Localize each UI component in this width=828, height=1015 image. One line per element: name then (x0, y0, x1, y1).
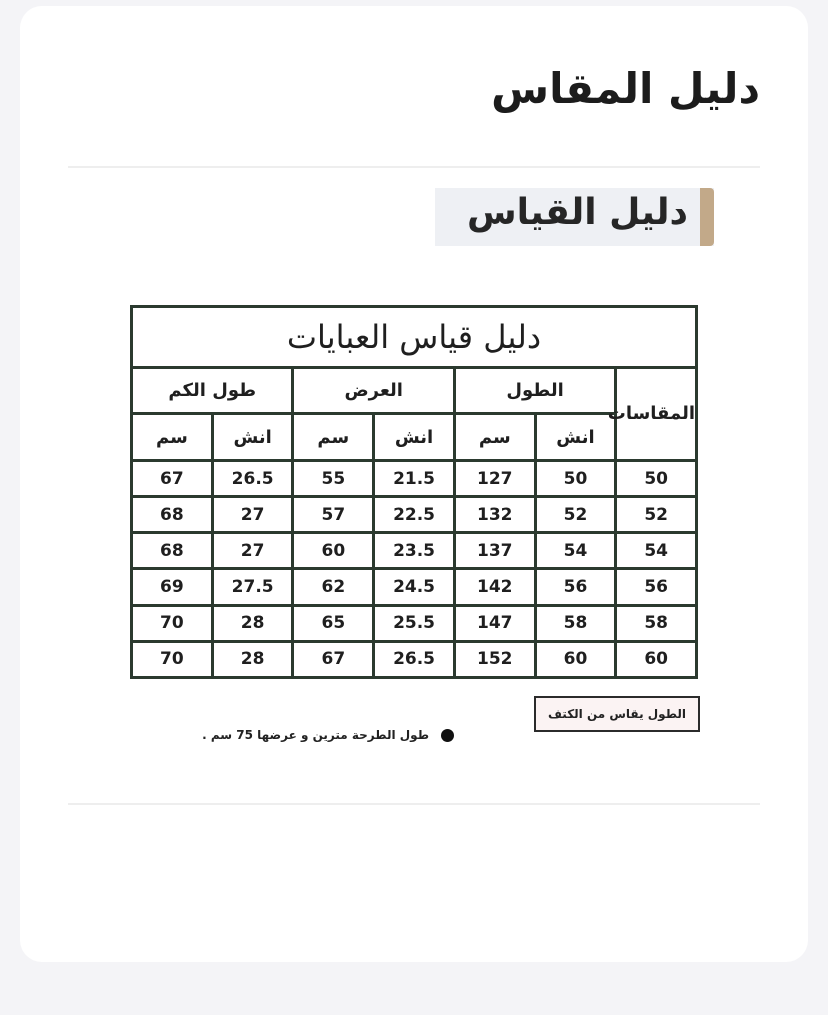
group-header-length: الطول (454, 367, 615, 414)
top-divider (68, 166, 760, 168)
size-cell: 58 (616, 605, 697, 641)
table-row (132, 569, 697, 605)
table-cell: 137 (454, 533, 535, 569)
table-cell: 55 (293, 460, 374, 496)
table-cell: 23.5 (374, 533, 455, 569)
group-header-sleeve: طول الكم (132, 367, 293, 414)
sizes-header: المقاسات (616, 367, 697, 460)
banner-accent-bar (700, 188, 714, 246)
table-cell: 67 (293, 641, 374, 677)
bullet-icon (441, 729, 454, 742)
banner-title: دليل القياس (466, 192, 688, 233)
table-row (132, 497, 697, 533)
table-cell: 56 (535, 569, 616, 605)
product-detail-card (20, 6, 808, 962)
table-cell: 69 (132, 569, 213, 605)
table-row (132, 533, 697, 569)
table-row (132, 605, 697, 641)
table-cell: 25.5 (374, 605, 455, 641)
table-cell: 27 (212, 533, 293, 569)
table-row (132, 460, 697, 496)
unit-header: انش (374, 414, 455, 461)
table-cell: 60 (293, 533, 374, 569)
table-cell: 142 (454, 569, 535, 605)
table-cell: 27.5 (212, 569, 293, 605)
bottom-divider (68, 803, 760, 805)
table-cell: 24.5 (374, 569, 455, 605)
table-cell: 27 (212, 497, 293, 533)
size-cell: 60 (616, 641, 697, 677)
scarf-note-text: طول الطرحة مترين و عرضها 75 سم . (202, 728, 429, 742)
table-cell: 147 (454, 605, 535, 641)
table-cell: 22.5 (374, 497, 455, 533)
table-cell: 58 (535, 605, 616, 641)
table-cell: 65 (293, 605, 374, 641)
guide-banner (435, 188, 714, 246)
table-cell: 70 (132, 641, 213, 677)
size-cell: 54 (616, 533, 697, 569)
page-title: دليل المقاس (491, 64, 760, 113)
unit-header: سم (293, 414, 374, 461)
scarf-note (184, 724, 454, 746)
table-cell: 28 (212, 641, 293, 677)
table-cell: 60 (535, 641, 616, 677)
table-cell: 21.5 (374, 460, 455, 496)
size-cell: 50 (616, 460, 697, 496)
unit-header: انش (212, 414, 293, 461)
table-cell: 152 (454, 641, 535, 677)
table-row (132, 641, 697, 677)
table-cell: 50 (535, 460, 616, 496)
table-cell: 26.5 (374, 641, 455, 677)
table-cell: 28 (212, 605, 293, 641)
size-table (130, 305, 698, 679)
size-cell: 56 (616, 569, 697, 605)
unit-header: سم (454, 414, 535, 461)
table-cell: 62 (293, 569, 374, 605)
table-caption: دليل قياس العبايات (132, 307, 697, 368)
table-cell: 127 (454, 460, 535, 496)
unit-header: سم (132, 414, 213, 461)
length-note-box: الطول يقاس من الكتف (534, 696, 700, 732)
table-cell: 26.5 (212, 460, 293, 496)
size-cell: 52 (616, 497, 697, 533)
table-cell: 52 (535, 497, 616, 533)
size-guide-image (68, 176, 760, 796)
unit-header: انش (535, 414, 616, 461)
table-cell: 70 (132, 605, 213, 641)
table-cell: 132 (454, 497, 535, 533)
table-cell: 67 (132, 460, 213, 496)
table-cell: 57 (293, 497, 374, 533)
table-cell: 68 (132, 533, 213, 569)
table-cell: 68 (132, 497, 213, 533)
group-header-width: العرض (293, 367, 454, 414)
table-cell: 54 (535, 533, 616, 569)
